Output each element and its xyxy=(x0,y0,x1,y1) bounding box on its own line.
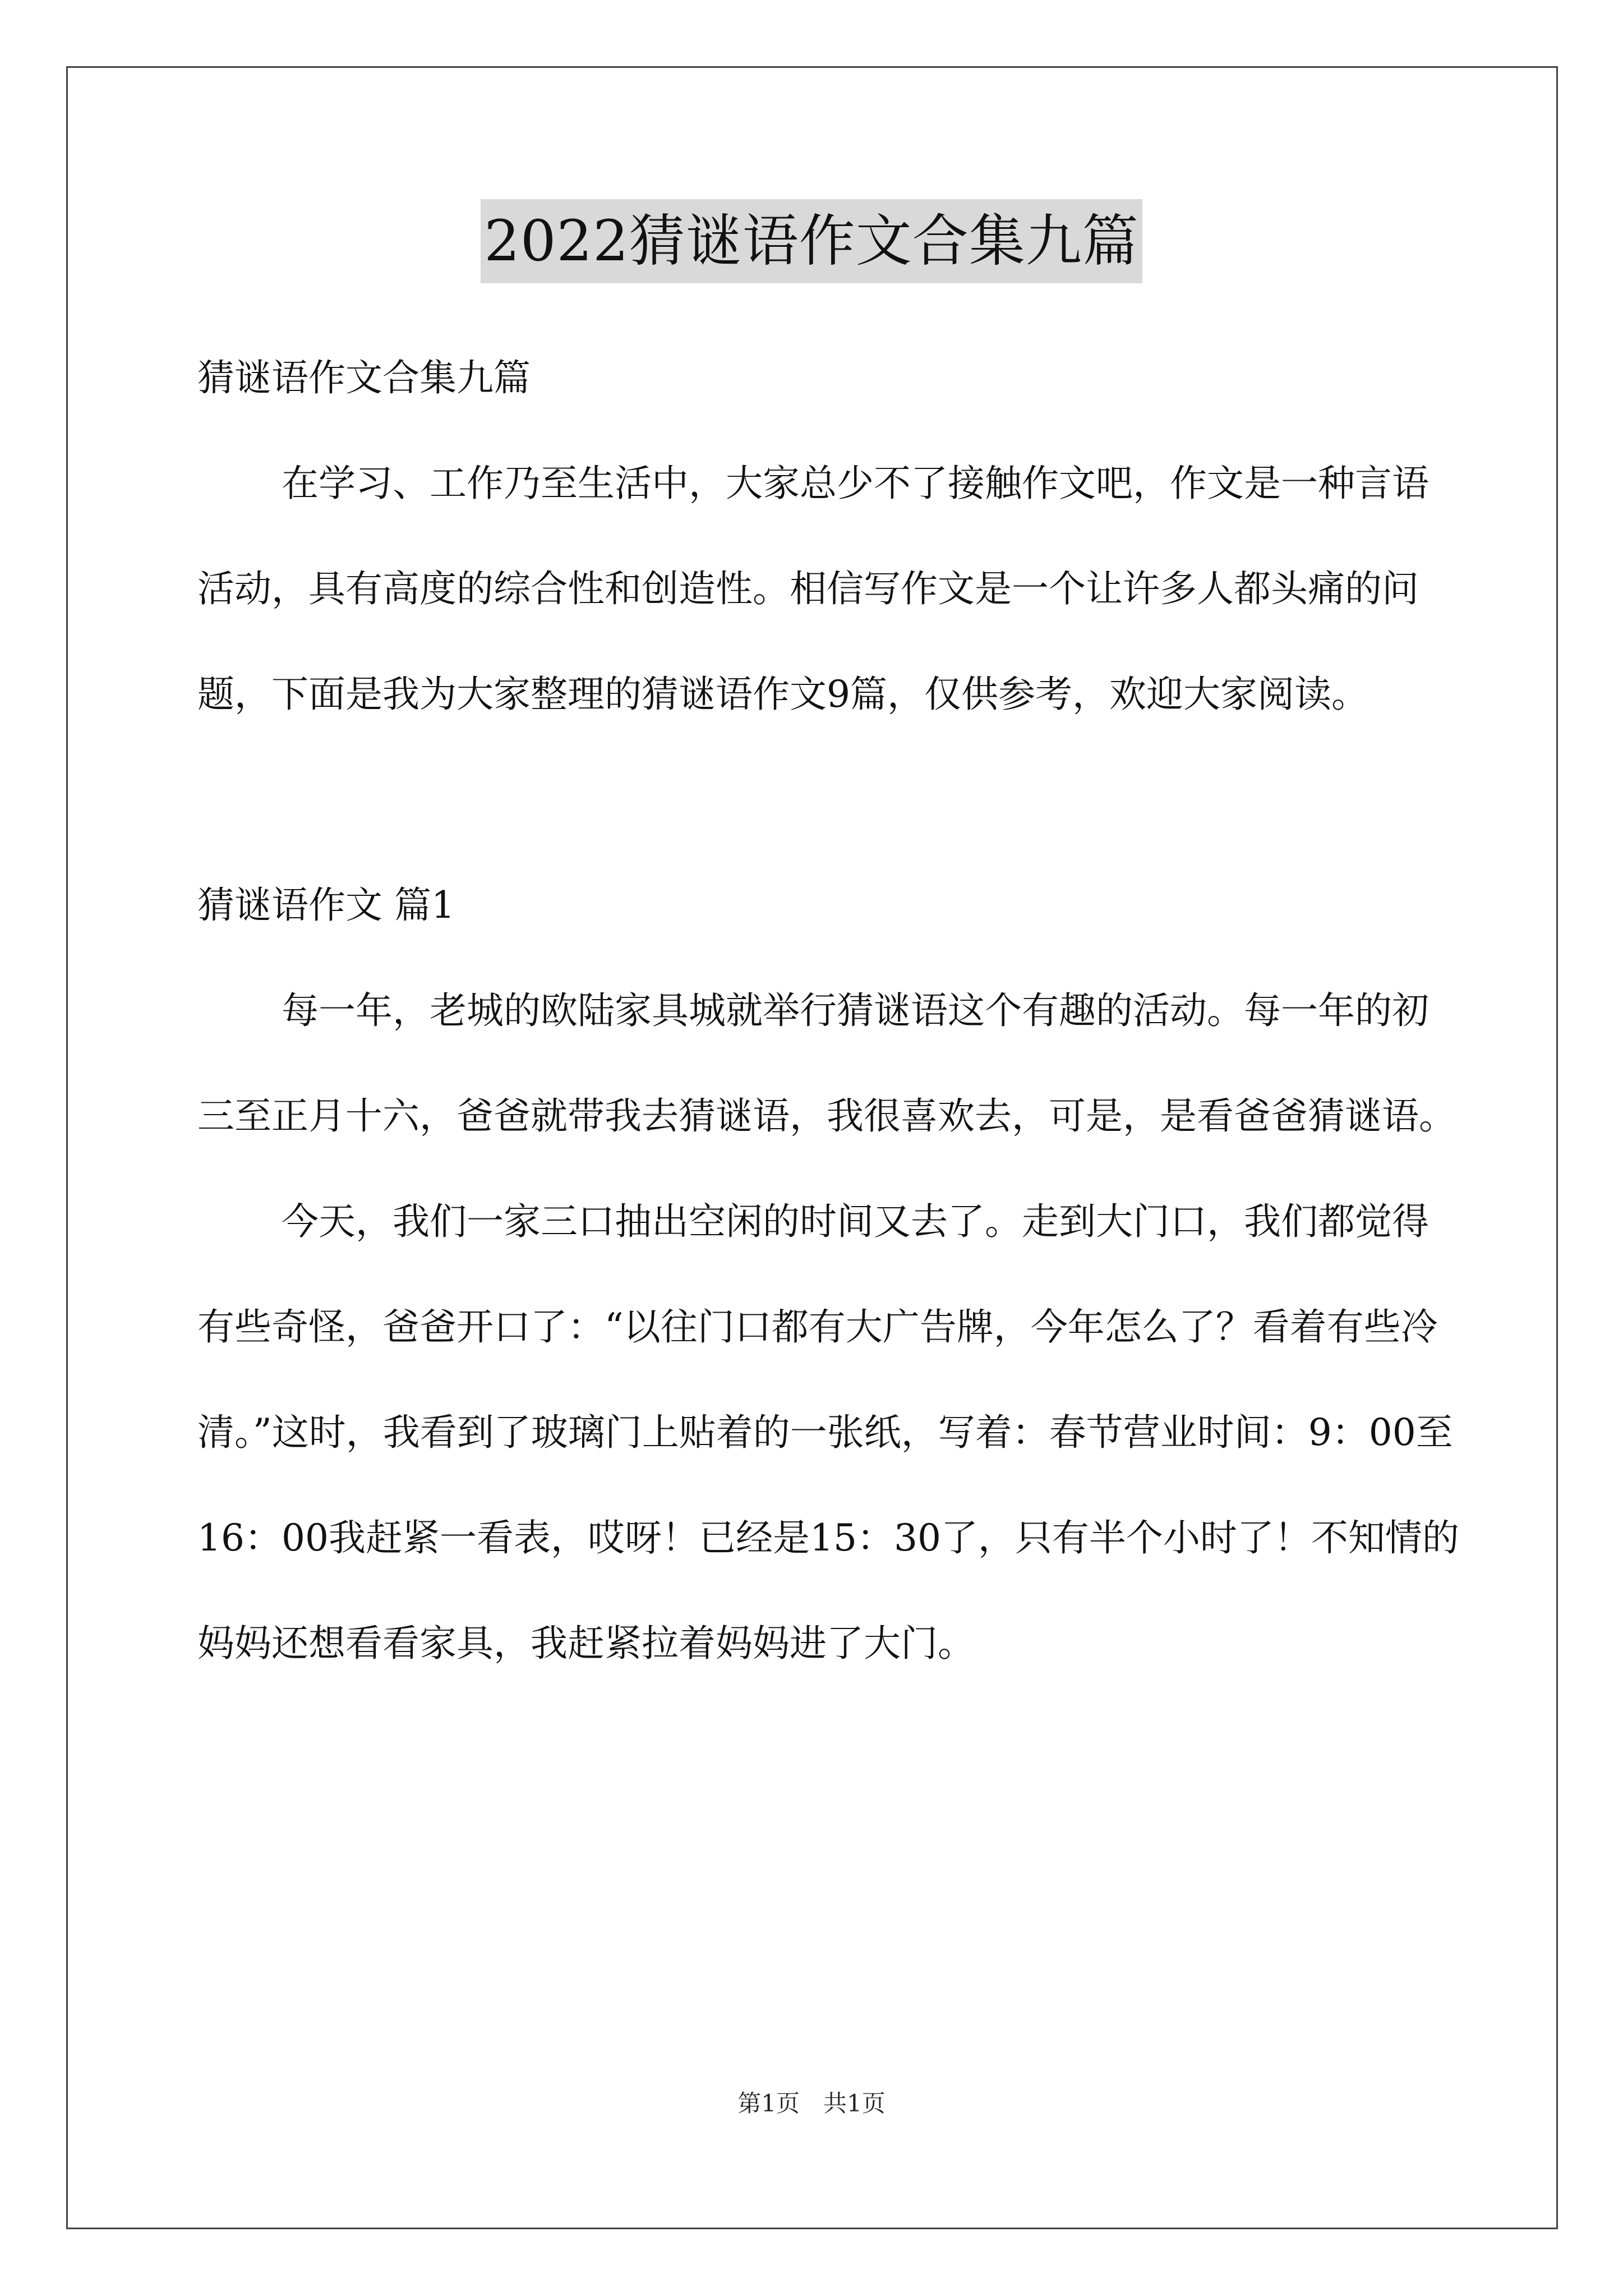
section-heading: 猜谜语作文 篇1 xyxy=(197,884,455,927)
intro-paragraph: 在学习、工作乃至生活中，大家总少不了接触作文吧，作文是一种言语活动，具有高度的综合性和创造性。相信写作文是一个让许多人都头痛的问题，下面是我为大家整理的猜谜语作文9篇，仅供参考，欢迎大家阅读。 xyxy=(197,462,1429,716)
body-paragraph-2: 今天，我们一家三口抽出空闲的时间又去了。走到大门口，我们都觉得有些奇怪，爸爸开口了：“以往门口都有大广告牌，今年怎么了？看着有些冷清。”这时，我看到了玻璃门上贴着的一张纸，写着：春节营业时间：9：00至16：00我赶紧一看表，哎呀！已经是15：30了，只有半个小时了！不知情的妈妈还想看看家具，我赶紧拉着妈妈进了大门。 xyxy=(197,1200,1459,1665)
document-body xyxy=(197,325,1459,1696)
document-subtitle: 猜谜语作文合集九篇 xyxy=(197,356,531,399)
page-total: 共1页 xyxy=(823,2090,886,2117)
section-spacer xyxy=(197,747,1459,853)
page-footer xyxy=(0,2087,1623,2120)
document-title: 2022猜谜语作文合集九篇 xyxy=(481,199,1142,283)
body-paragraph-1: 每一年，老城的欧陆家具城就举行猜谜语这个有趣的活动。每一年的初三至正月十六，爸爸就带我去猜谜语，我很喜欢去，可是，是看爸爸猜谜语。 xyxy=(197,989,1456,1138)
page-number: 第1页 xyxy=(737,2090,800,2117)
title-container xyxy=(0,199,1623,283)
